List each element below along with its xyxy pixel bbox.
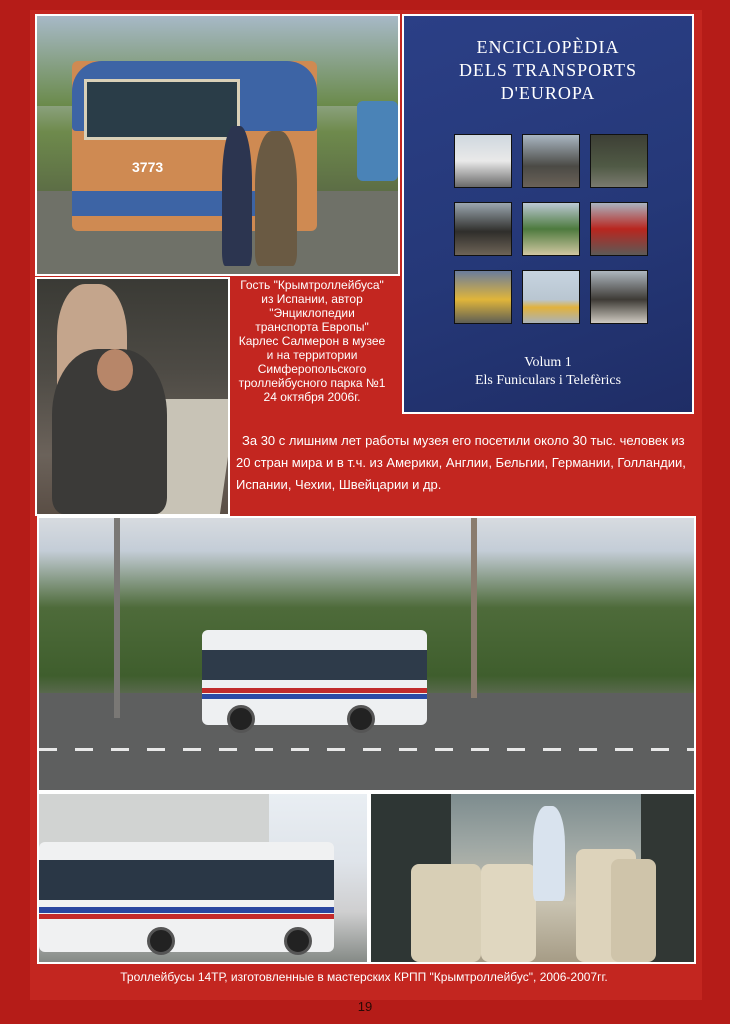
thumb-funicular xyxy=(454,270,512,324)
book-cover xyxy=(402,14,694,414)
guest-caption: Гость "Крымтроллейбуса" из Испании, автор "Энциклопедии транспорта Европы" Карлес Салмерон в музее и на территории Симферопольского троллейбусного парка №1 24 октября 2006г. xyxy=(238,278,386,404)
trolleybus-side xyxy=(39,842,334,952)
book-volume: Volum 1 Els Funiculars i Telefèrics xyxy=(474,355,622,388)
thumb-tram xyxy=(522,202,580,256)
page-number: 19 xyxy=(357,999,373,1014)
thumb-double-decker xyxy=(590,202,648,256)
man-left xyxy=(222,126,252,266)
photo-trolleybus-road xyxy=(37,516,696,792)
thumb-tank-engine xyxy=(454,202,512,256)
book-title: ENCICLOPÈDIA DELS TRANSPORTS D'EUROPA xyxy=(458,37,638,103)
man-in-aisle xyxy=(533,806,565,901)
man-right xyxy=(255,131,297,266)
photo-trolleybus-depot xyxy=(37,792,369,964)
photo-museum-interior xyxy=(35,277,230,516)
thumb-steam-train xyxy=(590,134,648,188)
bus-number: 3773 xyxy=(132,159,164,175)
thumb-rack-railway xyxy=(590,270,648,324)
modern-trolleybus xyxy=(202,630,427,725)
thumb-steam-locomotive xyxy=(522,134,580,188)
photo-trolleybus-interior xyxy=(369,792,696,964)
visitors-paragraph: За 30 с лишним лет работы музея его посетили около 30 тыс. человек из 20 стран мира и в т.ч. из Америки, Англии, Бельгии, Германии, Голландии, Испании, Чехии, Швейцарии и др. xyxy=(236,433,686,492)
photo-museum-trolleybus xyxy=(35,14,400,276)
thumb-high-speed-train xyxy=(454,134,512,188)
thumb-cable-car xyxy=(522,270,580,324)
trolleybus-caption: Троллейбусы 14ТР, изготовленные в мастерских КРПП "Крымтроллейбус", 2006-2007гг. xyxy=(120,970,608,984)
